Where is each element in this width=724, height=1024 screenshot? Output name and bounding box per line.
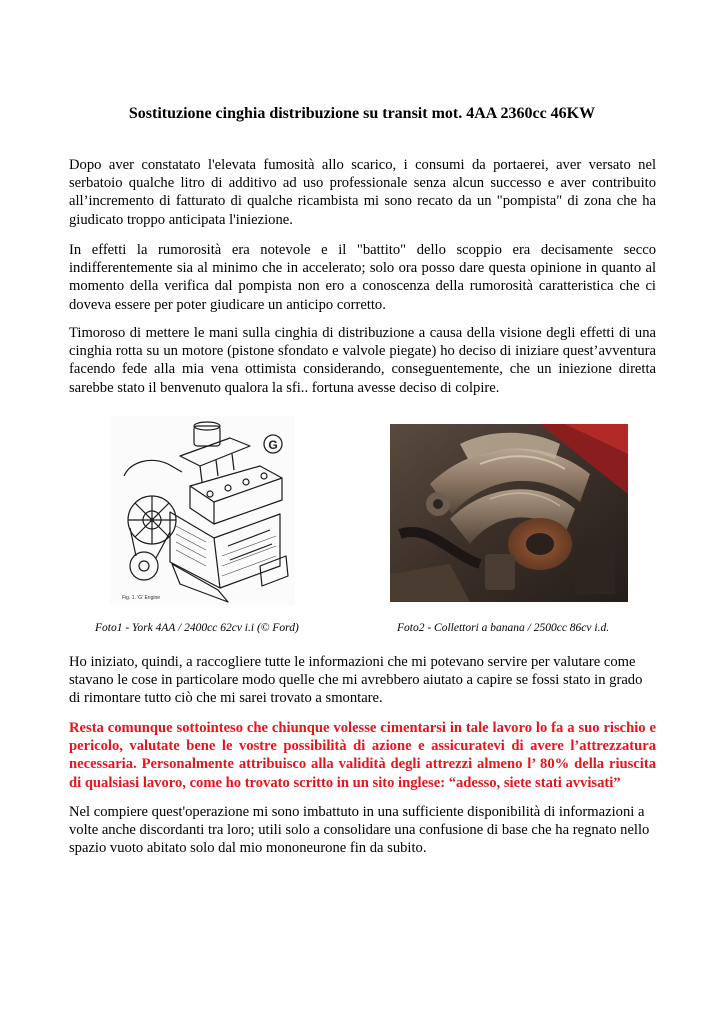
figure-sublabel: Fig. 1. 'G' Engine (122, 595, 161, 601)
figure-caption-1: Foto1 - York 4AA / 2400cc 62cv i.i (© Ford) (95, 622, 299, 634)
figure-engine-drawing (110, 416, 295, 605)
paragraph-intro: Dopo aver constatato l'elevata fumosità allo scarico, i consumi da portaerei, aver versato nel serbatoio qualche litro di additivo ad uso professionale senza alcun successo e aver contribuito all’incremento di fatturato di qualche ricambista mi sono recato da un "pompista" di zona che ha giudicato troppo anticipata l'iniezione. (69, 157, 656, 228)
paragraph-warning: Resta comunque sottointeso che chiunque volesse cimentarsi in tale lavoro lo fa a suo rischio e pericolo, valutate bene le vostre possibilità di azione e assicuratevi di avere l’attrezzatura necessaria. Personalmente attribuisco alla validità degli attrezzi almeno l’ 80% della riuscita di qualsiasi lavoro, come ho trovato scritto in un sito inglese: “adesso, siete stati avvisati” (69, 720, 656, 791)
document-title: Sostituzione cinghia distribuzione su transit mot. 4AA 2360cc 46KW (128, 105, 596, 122)
figure-caption-2: Foto2 - Collettori a banana / 2500cc 86cv i.d. (397, 622, 610, 634)
figure-manifold-photo (390, 424, 628, 602)
paragraph-information: Nel compiere quest'operazione mi sono imbattuto in una sufficiente disponibilità di informazioni a volte anche discordanti tra loro; utili solo a consolidare una confusione di base che ha regnato nello spazio vuoto abitato solo dal mio mononeurone fin da subito. (69, 804, 650, 857)
figure-label-g: G (268, 438, 278, 452)
paragraph-decision: Timoroso di mettere le mani sulla cinghia di distribuzione a causa della visione degli effetti di una cinghia rotta su un motore (pistone sfondato e valvole piegate) ho deciso di iniziare quest’avventura facendo fede alla mia vena ottimista considerando, conseguentemente, che un iniezione diretta sarebbe stato il benvenuto qualora la sfi.. fortuna avesse deciso di colpire. (69, 325, 656, 396)
manifold-photo (390, 424, 628, 602)
paragraph-noise: In effetti la rumorosità era notevole e il "battito" dello scoppio era decisamente secco indifferentemente sia al minimo che in accelerato; solo ora posso dare questa opinione in quanto al momento della verifica dal pompista non ero a conoscenza della rumorosità caratteristica che ci doveva essere per poter giudicare un anticipo corretto. (69, 242, 656, 313)
paragraph-research: Ho iniziato, quindi, a raccogliere tutte le informazioni che mi potevano servire per valutare come stavano le cose in particolare modo quelle che mi avrebbero aiutato a capire se fossi stato in grado di rimontare tutto ciò che mi sarei trovato a smontare. (69, 654, 643, 707)
engine-line-drawing (110, 416, 295, 605)
